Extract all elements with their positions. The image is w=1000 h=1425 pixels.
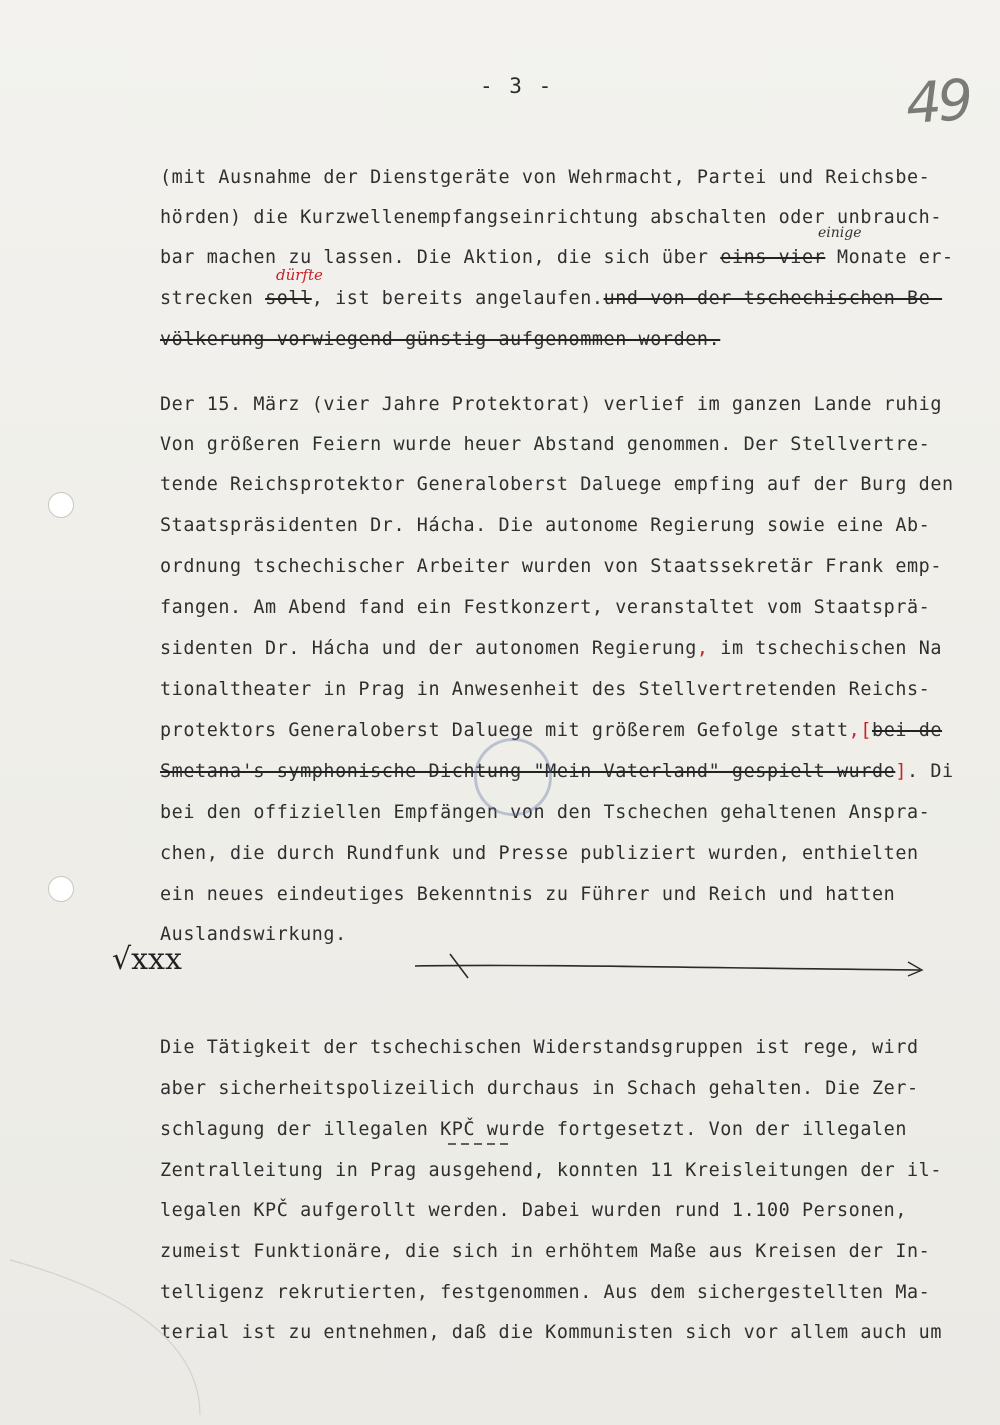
text-line: hörden) die Kurzwellenempfangseinrichtung abschalten oder unbrauch- [160,207,943,228]
paper-crease-mark [0,1250,220,1420]
punch-hole [48,492,74,518]
text-segment: protektors Generaloberst Daluege mit größerem Gefolge statt [160,720,849,741]
text-line [160,638,942,659]
text-line: tende Reichsprotektor Generaloberst Daluege empfing auf der Burg den [160,474,954,495]
text-line [160,329,720,350]
struck-text: und von der tschechischen Be- [603,288,943,309]
text-line: legalen KPČ aufgerollt werden. Dabei wurden rund 1.100 Personen, [160,1200,908,1221]
red-correction: ] [895,761,908,782]
punch-hole [48,876,74,902]
text-segment: im tschechischen Na [708,638,943,659]
struck-text: soll [265,288,312,309]
text-line: terial ist zu entnehmen, daß die Kommunisten sich vor allem auch um [160,1322,943,1343]
faint-stamp [474,738,552,816]
text-segment: Monate er- [825,247,954,268]
text-segment: sidenten Dr. Hácha und der autonomen Regierung [160,638,697,659]
page-number: - 3 - [480,74,554,98]
text-line: telligenz rekrutierten, festgenommen. Aus dem sichergestellten Ma- [160,1282,931,1303]
text-line: bei den offiziellen Empfängen von den Tschechen gehaltenen Anspra- [160,802,931,823]
text-line: chen, die durch Rundfunk und Presse publiziert wurden, enthielten [160,843,919,864]
struck-text: bei de [872,720,943,741]
handwritten-insertion: einige [818,225,862,241]
text-line: schlagung der illegalen KPČ wurde fortgesetzt. Von der illegalen [160,1119,908,1140]
text-line: Staatspräsidenten Dr. Hácha. Die autonome Regierung sowie eine Ab- [160,515,931,536]
text-segment: , ist bereits angelaufen. [311,288,604,309]
text-line: Zentralleitung in Prag ausgehend, konnten 11 Kreisleitungen der il- [160,1160,943,1181]
text-line: ein neues eindeutiges Bekenntnis zu Führer und Reich und hatten [160,884,896,905]
text-line [160,288,942,309]
struck-text: Smetana's symphonische Dichtung "Mein Vaterland" gespielt wurde [160,761,896,782]
text-line: zumeist Funktionäre, die sich in erhöhtem Maße aus Kreisen der In- [160,1241,931,1262]
handwritten-insertion: dürfte [276,266,323,284]
text-line [160,761,954,782]
red-correction: ,[ [848,720,873,741]
text-line: aber sicherheitspolizeilich durchaus in Schach gehalten. Die Zer- [160,1078,919,1099]
section-separator-line [410,950,930,990]
text-line: Der 15. März (vier Jahre Protektorat) verlief im ganzen Lande ruhig [160,394,943,415]
struck-text: eins vier [720,247,826,268]
text-line: fangen. Am Abend fand ein Festkonzert, veranstaltet vom Staatsprä- [160,597,931,618]
text-segment: strecken [160,288,266,309]
text-line: Auslandswirkung. [160,924,347,945]
text-line: Von größeren Feiern wurde heuer Abstand genommen. Der Stellvertre- [160,434,931,455]
text-line: (mit Ausnahme der Dienstgeräte von Wehrmacht, Partei und Reichsbe- [160,167,931,188]
text-line: ordnung tschechischer Arbeiter wurden von Staatssekretär Frank emp- [160,556,943,577]
pencil-underline [444,1140,514,1154]
text-line: Die Tätigkeit der tschechischen Widerstandsgruppen ist rege, wird [160,1037,919,1058]
folio-number: 49 [903,67,972,138]
text-line: tionaltheater in Prag in Anwesenheit des Stellvertretenden Reichs- [160,679,931,700]
margin-check-mark: √xxx [112,942,182,977]
struck-text: völkerung vorwiegend günstig aufgenommen worden. [160,329,721,350]
text-line [160,247,954,268]
text-segment: bar machen zu lassen. Die Aktion, die sich über [160,247,721,268]
red-correction: , [696,638,709,659]
text-segment: . Di [907,761,954,782]
text-line [160,720,942,741]
